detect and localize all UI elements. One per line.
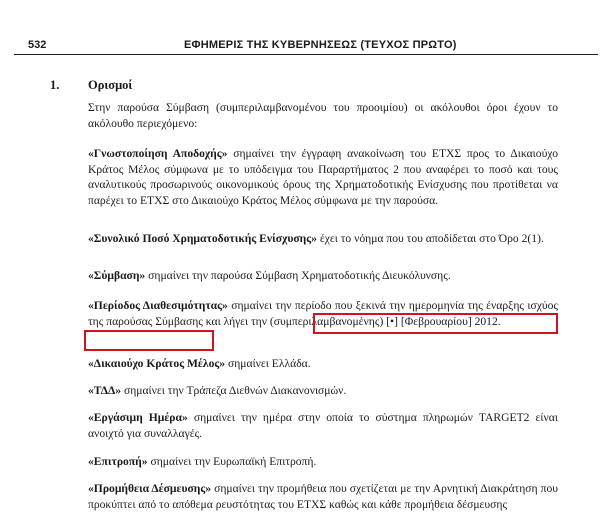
definition-commission	[88, 454, 558, 470]
definition-text: σημαίνει την προμήθεια που σχετίζεται με την Αρνητική Διακράτηση που προκύπτει από το απόθεμα ρευστότητας του ΕΤΧΣ καθώς και κάθε προμήθεια δέσμευσης	[88, 482, 558, 511]
definition-term: «Γνωστοποίηση Αποδοχής»	[88, 147, 228, 160]
definition-text: σημαίνει την Ευρωπαϊκή Επιτροπή.	[147, 455, 317, 468]
definition-text: σημαίνει την παρούσα Σύμβαση Χρηματοδοτικής Διευκόλυνσης.	[145, 269, 451, 282]
definition-business-day	[88, 410, 558, 441]
definition-text: έχει το νόημα που του αποδίδεται στο Όρο 2(1).	[316, 232, 544, 245]
definition-text: σημαίνει την Τράπεζα Διεθνών Διακανονισμών.	[121, 384, 347, 397]
definition-commitment-fee	[88, 481, 558, 512]
definition-text: σημαίνει την έγγραφη ανακοίνωση του ΕΤΧΣ προς το Δικαιούχο Κράτος Μέλος σύμφωνα με το υπόδειγμα του Παραρτήματος 2 που αναφέρει το ποσό και τους αναλυτικούς προσωρινούς οικονομικούς όρους της Χρηματοδοτικής Ενίσχυσης που προτίθεται να παρέχει το ΕΤΧΣ στο Δικαιούχο Κράτος Μέλος σύμφωνα με την παρούσα.	[88, 147, 558, 207]
definition-bis	[88, 383, 558, 399]
definition-term: «Εργάσιμη Ημέρα»	[88, 411, 188, 424]
definition-agreement	[88, 268, 558, 284]
page-number: 532	[28, 39, 47, 51]
gazette-title: ΕΦΗΜΕΡΙΣ ΤΗΣ ΚΥΒΕΡΝΗΣΕΩΣ (ΤΕΥΧΟΣ ΠΡΩΤΟ)	[184, 39, 457, 51]
definition-term: «Συνολικό Ποσό Χρηματοδοτικής Ενίσχυσης»	[88, 232, 317, 245]
definition-text: σημαίνει την ημέρα στην οποία το σύστημα πληρωμών TARGET2 είναι ανοιχτό για συναλλαγές.	[88, 411, 558, 440]
section-title: Ορισμοί	[88, 78, 133, 92]
definition-text: σημαίνει Ελλάδα.	[225, 357, 311, 370]
section-number: 1.	[50, 78, 60, 92]
definition-total-amount	[88, 231, 558, 247]
definition-term: «Περίοδος Διαθεσιμότητας»	[88, 299, 228, 312]
page-header	[14, 38, 598, 55]
definition-availability-period	[88, 298, 558, 329]
definition-term: «Επιτροπή»	[88, 455, 148, 468]
definition-notification	[88, 146, 558, 208]
definition-text: σημαίνει την περίοδο που ξεκινά την ημερομηνία της έναρξης ισχύος της παρούσας Σύμβασης και λήγει την (συμπεριλαμβανομένης) [•] [Φεβρουαρίου] 2012.	[88, 299, 558, 328]
red-highlight-box	[84, 330, 214, 351]
definition-term: «Προμήθεια Δέσμευσης»	[88, 482, 212, 495]
definition-term: «ΤΔΔ»	[88, 384, 122, 397]
definition-beneficiary-state	[88, 356, 558, 372]
definition-term: «Δικαιούχο Κράτος Μέλος»	[88, 357, 226, 370]
definitions-intro: Στην παρούσα Σύμβαση (συμπεριλαμβανομένου του προοιμίου) οι ακόλουθοι όροι έχουν το ακόλουθο περιεχόμενο:	[88, 101, 558, 130]
definition-term: «Σύμβαση»	[88, 269, 146, 282]
